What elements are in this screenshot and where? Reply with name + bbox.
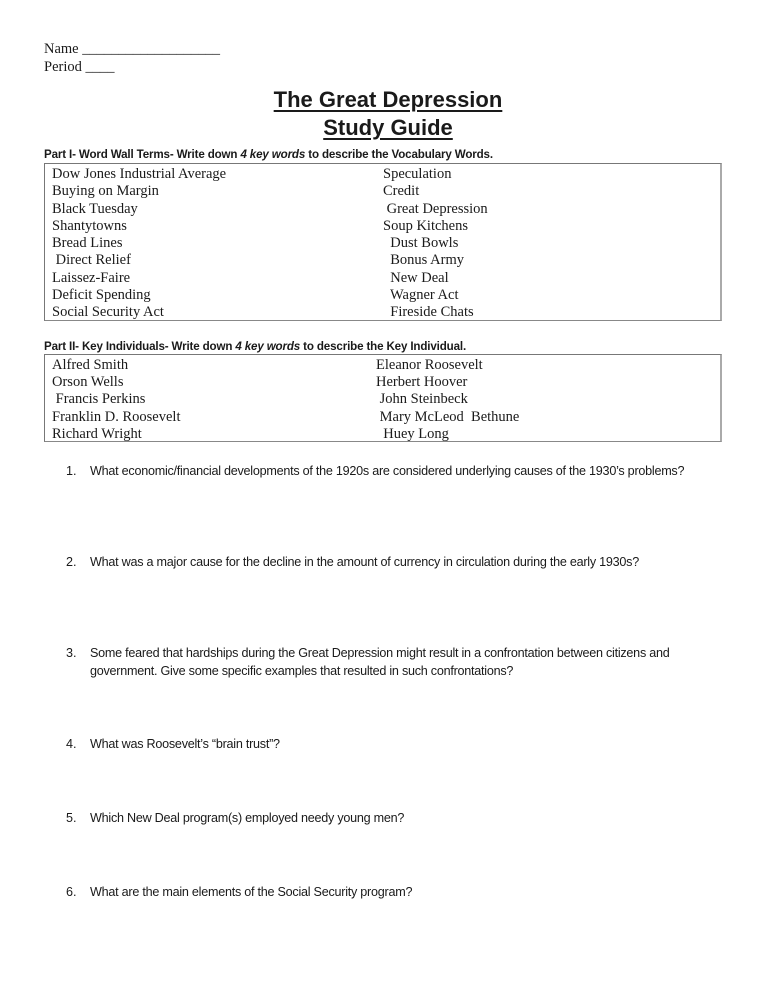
- vocabulary-term: Dow Jones Industrial Average: [52, 166, 227, 182]
- question-number: 3.: [66, 646, 77, 660]
- key-individual: Richard Wright: [52, 425, 142, 442]
- question-text: What was Roosevelt’s “brain trust”?: [90, 737, 280, 751]
- vocabulary-term: Bread Lines: [52, 235, 123, 252]
- question-text: What was a major cause for the decline in the amount of currency in circulation during the early 1930s?: [90, 555, 639, 569]
- vocabulary-term: Black Tuesday: [52, 200, 138, 217]
- period-field[interactable]: Period ____: [44, 59, 115, 75]
- question-text: What economic/financial developments of the 1920s are considered underlying causes of the 1930’s problems?: [90, 464, 685, 478]
- key-individual: John Steinbeck: [376, 391, 468, 408]
- key-individual: Huey Long: [376, 425, 449, 442]
- key-individuals-left-column: [52, 357, 180, 443]
- part2-heading-prefix: Part II- Key Individuals- Write down: [44, 340, 236, 353]
- key-individual: Eleanor Roosevelt: [376, 357, 483, 373]
- vocabulary-terms-left-column: [52, 166, 226, 322]
- key-individual: Orson Wells: [52, 374, 124, 391]
- vocabulary-term: Bonus Army: [383, 252, 464, 269]
- question-item: [66, 644, 736, 680]
- vocabulary-term: New Deal: [383, 269, 449, 286]
- question-item: [66, 883, 736, 901]
- question-item: [66, 735, 736, 753]
- vocabulary-term: Buying on Margin: [52, 183, 159, 200]
- key-individual: Mary McLeod Bethune: [376, 408, 520, 425]
- question-item: [66, 553, 736, 571]
- part2-heading-suffix: to describe the Key Individual.: [300, 340, 467, 353]
- part1-heading-emphasis: 4 key words: [240, 148, 306, 161]
- question-number: 4.: [66, 737, 77, 751]
- part1-heading: [44, 148, 493, 162]
- key-individual: Francis Perkins: [52, 391, 146, 408]
- page-title: The Great Depression: [273, 87, 503, 112]
- key-individuals-box: [44, 354, 722, 442]
- question-number: 2.: [66, 555, 77, 569]
- key-individual: Franklin D. Roosevelt: [52, 408, 181, 425]
- question-number: 1.: [66, 464, 77, 478]
- question-item: [66, 809, 736, 827]
- vocabulary-term: Deficit Spending: [52, 287, 151, 304]
- vocabulary-term: Speculation: [383, 166, 452, 182]
- key-individual: Alfred Smith: [52, 357, 129, 373]
- question-number: 5.: [66, 811, 77, 825]
- key-individuals-right-column: [376, 357, 519, 443]
- question-text: Which New Deal program(s) employed needy young men?: [90, 811, 405, 825]
- vocabulary-term: Social Security Act: [52, 304, 164, 321]
- part2-heading: [44, 340, 466, 354]
- part1-heading-suffix: to describe the Vocabulary Words.: [305, 148, 493, 161]
- vocabulary-term: Dust Bowls: [383, 235, 459, 252]
- key-individual: Herbert Hoover: [376, 374, 468, 391]
- vocabulary-terms-box: [44, 163, 722, 321]
- vocabulary-term: Fireside Chats: [383, 304, 474, 321]
- vocabulary-term: Direct Relief: [52, 252, 131, 269]
- vocabulary-terms-right-column: [383, 166, 488, 322]
- vocabulary-term: Wagner Act: [383, 287, 459, 304]
- name-field[interactable]: Name ___________________: [44, 41, 220, 57]
- vocabulary-term: Credit: [383, 183, 420, 200]
- vocabulary-term: Great Depression: [383, 200, 488, 217]
- question-number: 6.: [66, 885, 77, 899]
- vocabulary-term: Laissez-Faire: [52, 269, 131, 286]
- vocabulary-term: Shantytowns: [52, 217, 127, 234]
- part2-heading-emphasis: 4 key words: [235, 340, 301, 353]
- question-text: Some feared that hardships during the Great Depression might result in a confrontation between citizens and government. Give some specific examples that resulted in such confrontations?: [90, 646, 670, 678]
- page-subtitle: Study Guide: [323, 115, 453, 140]
- vocabulary-term: Soup Kitchens: [383, 217, 468, 234]
- question-text: What are the main elements of the Social Security program?: [90, 885, 413, 899]
- question-item: [66, 462, 736, 480]
- part1-heading-prefix: Part I- Word Wall Terms- Write down: [44, 148, 241, 161]
